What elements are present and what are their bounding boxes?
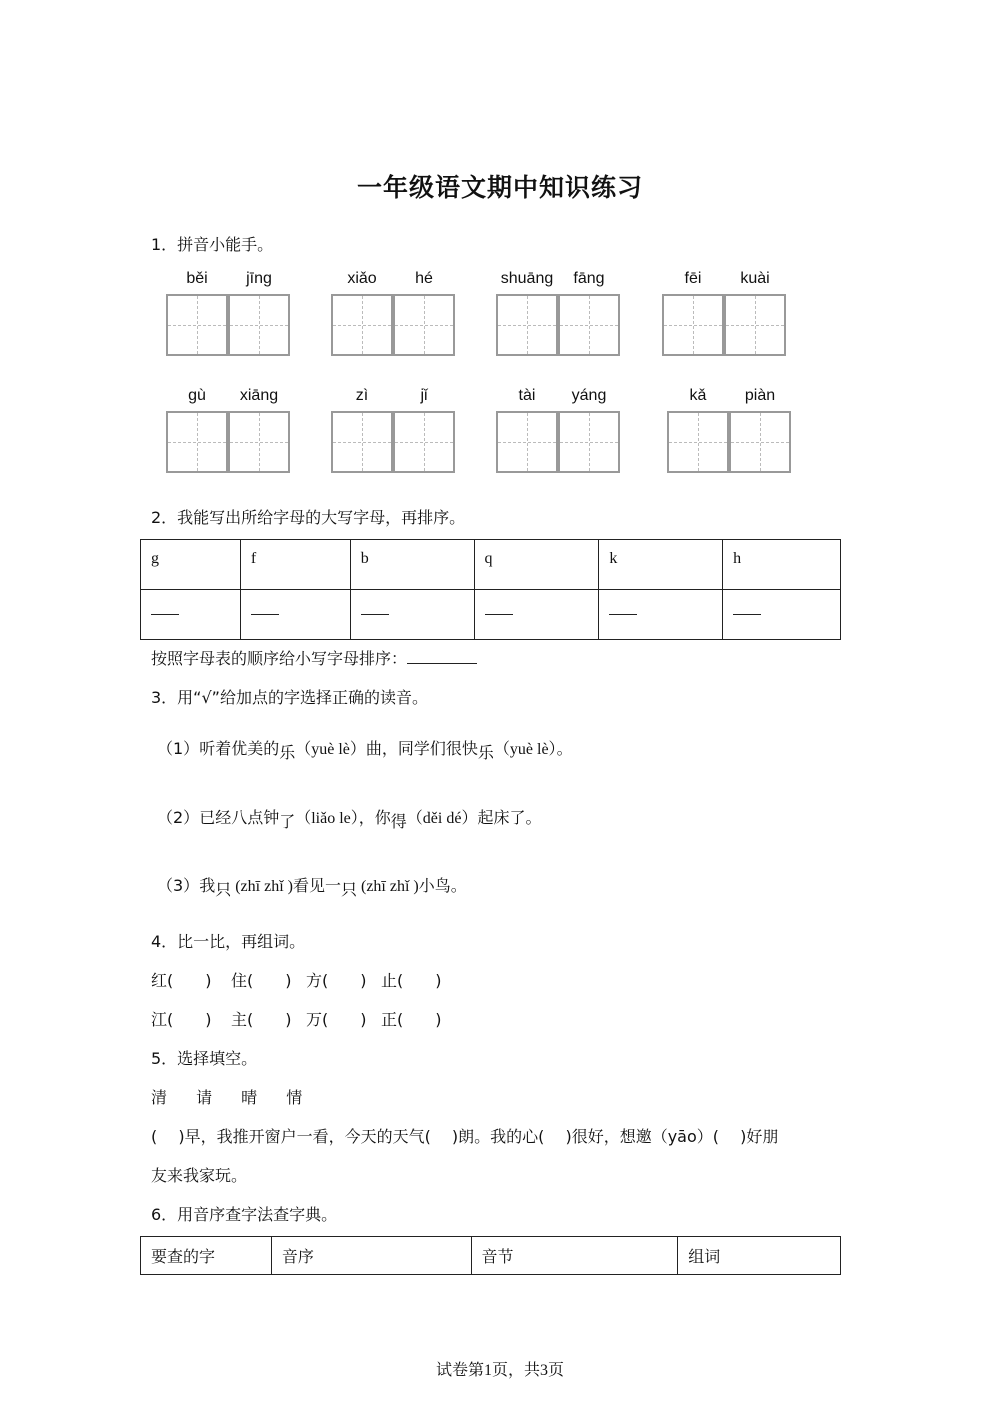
tianzige-box[interactable] xyxy=(667,411,729,473)
word-pair-item[interactable]: 万( ) xyxy=(306,1010,367,1029)
answer-cell[interactable] xyxy=(474,590,599,640)
q6-table xyxy=(140,1236,841,1275)
page-footer: 试卷第1页，共3页 xyxy=(435,1362,564,1379)
pinyin-label: zì xyxy=(355,387,369,404)
pinyin-label: yáng xyxy=(571,387,607,404)
tianzige-box[interactable] xyxy=(724,294,786,356)
q5-line-1: ( )早，我推开窗户一看，今天的天气( )朗。我的心( )很好，想邀（yāo）( )好朋 xyxy=(151,1127,779,1146)
pinyin-grid-group xyxy=(166,270,292,360)
pinyin-label: fēi xyxy=(684,270,702,287)
answer-cell[interactable] xyxy=(723,590,841,640)
word-pair-item[interactable]: 住( ) xyxy=(231,971,292,990)
item-number: （3） xyxy=(157,876,200,895)
tianzige-box[interactable] xyxy=(228,411,290,473)
tianzige-box[interactable] xyxy=(558,411,620,473)
q5-options: 清 请 晴 情 xyxy=(151,1088,303,1107)
pinyin-label: fāng xyxy=(573,270,605,287)
grid-dashed-line xyxy=(527,296,528,354)
table-header-cell: 音节 xyxy=(471,1237,678,1275)
pinyin-label: xiǎo xyxy=(347,270,377,287)
table-header-cell: 要查的字 xyxy=(141,1237,272,1275)
pinyin-choice[interactable]: （liǎo le） xyxy=(295,810,359,827)
answer-cell[interactable] xyxy=(599,590,723,640)
q2-sort-text: 按照字母表的顺序给小写字母排序： xyxy=(151,649,408,668)
page-title: 一年级语文期中知识练习 xyxy=(356,173,643,202)
text-part: 已经八点钟 xyxy=(199,808,280,827)
tianzige-box[interactable] xyxy=(166,411,228,473)
dotted-char: 乐 xyxy=(279,743,296,762)
grid-dashed-line xyxy=(197,413,198,471)
q3-item-1 xyxy=(157,736,573,762)
text-part: 。 xyxy=(556,739,573,758)
word-pair-item[interactable]: 主( ) xyxy=(231,1010,292,1029)
tianzige-box[interactable] xyxy=(166,294,228,356)
grid-dashed-line xyxy=(527,413,528,471)
grid-dashed-line xyxy=(755,296,756,354)
pinyin-grid-group xyxy=(331,270,457,360)
dotted-char: 乐 xyxy=(477,743,494,762)
word-pair-item[interactable]: 江( ) xyxy=(151,1010,212,1029)
q3-heading: 3．用“√”给加点的字选择正确的读音。 xyxy=(151,688,428,707)
pinyin-choice[interactable]: （děi dé） xyxy=(406,810,478,827)
tianzige-box[interactable] xyxy=(393,411,455,473)
item-number: （1） xyxy=(157,739,200,758)
letter-cell: b xyxy=(350,540,474,590)
pinyin-label: jǐ xyxy=(420,387,428,404)
pinyin-label: hé xyxy=(415,270,433,287)
grid-dashed-line xyxy=(362,413,363,471)
q3-item-3 xyxy=(157,873,467,899)
q5-heading: 5．选择填空。 xyxy=(151,1049,258,1068)
pinyin-label: běi xyxy=(186,270,208,287)
pinyin-grid-group xyxy=(496,387,622,477)
grid-dashed-line xyxy=(424,296,425,354)
text-part: 我 xyxy=(199,876,216,895)
pinyin-label: kǎ xyxy=(689,387,707,404)
pinyin-choice[interactable]: (zhī zhǐ ) xyxy=(357,878,419,895)
tianzige-box[interactable] xyxy=(662,294,724,356)
tianzige-box[interactable] xyxy=(228,294,290,356)
text-part: 听着优美的 xyxy=(199,739,280,758)
text-part: 看见一 xyxy=(292,876,341,895)
text-part: 起床了。 xyxy=(477,808,542,827)
answer-cell[interactable] xyxy=(141,590,241,640)
answer-blank xyxy=(361,600,389,615)
grid-dashed-line xyxy=(197,296,198,354)
pinyin-label: kuài xyxy=(740,270,770,287)
dotted-char: 得 xyxy=(390,812,407,831)
answer-blank xyxy=(609,600,637,615)
q2-table xyxy=(140,539,841,640)
answer-blank xyxy=(251,600,279,615)
pinyin-label: gù xyxy=(188,387,206,404)
answer-blank xyxy=(151,600,179,615)
text-part: 小鸟。 xyxy=(418,876,467,895)
answer-blank xyxy=(485,600,513,615)
letter-cell: q xyxy=(474,540,599,590)
q1-heading: 1．拼音小能手。 xyxy=(151,235,274,254)
grid-dashed-line xyxy=(362,296,363,354)
word-pair-item[interactable]: 红( ) xyxy=(151,971,212,990)
item-number: （2） xyxy=(157,808,200,827)
q4-row-1 xyxy=(151,968,442,991)
letter-cell: k xyxy=(599,540,723,590)
tianzige-box[interactable] xyxy=(496,411,558,473)
tianzige-box[interactable] xyxy=(729,411,791,473)
pinyin-grid-group xyxy=(331,387,457,477)
grid-dashed-line xyxy=(424,413,425,471)
answer-blank xyxy=(733,600,761,615)
pinyin-label: tài xyxy=(518,387,536,404)
table-header-cell: 音序 xyxy=(271,1237,471,1275)
pinyin-label: shuāng xyxy=(500,270,554,287)
pinyin-choice[interactable]: （yuè lè） xyxy=(295,741,366,758)
grid-dashed-line xyxy=(589,296,590,354)
dotted-char: 只 xyxy=(340,880,357,899)
pinyin-label: jīng xyxy=(246,270,272,287)
q3-item-2 xyxy=(157,805,542,831)
q6-heading: 6．用音序查字法查字典。 xyxy=(151,1205,338,1224)
answer-cell[interactable] xyxy=(240,590,350,640)
pinyin-grid-group xyxy=(667,387,793,477)
grid-dashed-line xyxy=(259,413,260,471)
word-pair-item[interactable]: 止( ) xyxy=(381,971,442,990)
pinyin-grid-group xyxy=(662,270,788,360)
grid-dashed-line xyxy=(259,296,260,354)
letter-cell: f xyxy=(240,540,350,590)
tianzige-box[interactable] xyxy=(331,294,393,356)
table-header-cell: 组词 xyxy=(678,1237,841,1275)
pinyin-choice[interactable]: (zhī zhǐ ) xyxy=(231,878,293,895)
grid-dashed-line xyxy=(589,413,590,471)
pinyin-label: xiāng xyxy=(239,387,279,404)
q5-line-2: 友来我家玩。 xyxy=(151,1166,248,1185)
pinyin-grid-group xyxy=(166,387,292,477)
answer-cell[interactable] xyxy=(350,590,474,640)
text-part: ，你 xyxy=(358,808,391,827)
pinyin-label: piàn xyxy=(744,387,776,404)
tianzige-box[interactable] xyxy=(496,294,558,356)
pinyin-grid-group xyxy=(496,270,622,360)
word-pair-item[interactable]: 方( ) xyxy=(306,971,367,990)
grid-dashed-line xyxy=(760,413,761,471)
letter-cell: h xyxy=(723,540,841,590)
q4-row-2 xyxy=(151,1007,442,1030)
q4-heading: 4．比一比，再组词。 xyxy=(151,932,306,951)
text-part: 曲，同学们很快 xyxy=(365,739,478,758)
word-pair-item[interactable]: 正( ) xyxy=(381,1010,442,1029)
dotted-char: 只 xyxy=(215,880,232,899)
grid-dashed-line xyxy=(698,413,699,471)
pinyin-choice[interactable]: （yuè lè） xyxy=(493,741,557,758)
q2-sort-line xyxy=(151,646,477,669)
sort-answer-blank[interactable] xyxy=(407,649,477,664)
tianzige-box[interactable] xyxy=(393,294,455,356)
q2-heading: 2．我能写出所给字母的大写字母，再排序。 xyxy=(151,508,466,527)
grid-dashed-line xyxy=(693,296,694,354)
letter-cell: g xyxy=(141,540,241,590)
tianzige-box[interactable] xyxy=(558,294,620,356)
tianzige-box[interactable] xyxy=(331,411,393,473)
dotted-char: 了 xyxy=(279,812,296,831)
